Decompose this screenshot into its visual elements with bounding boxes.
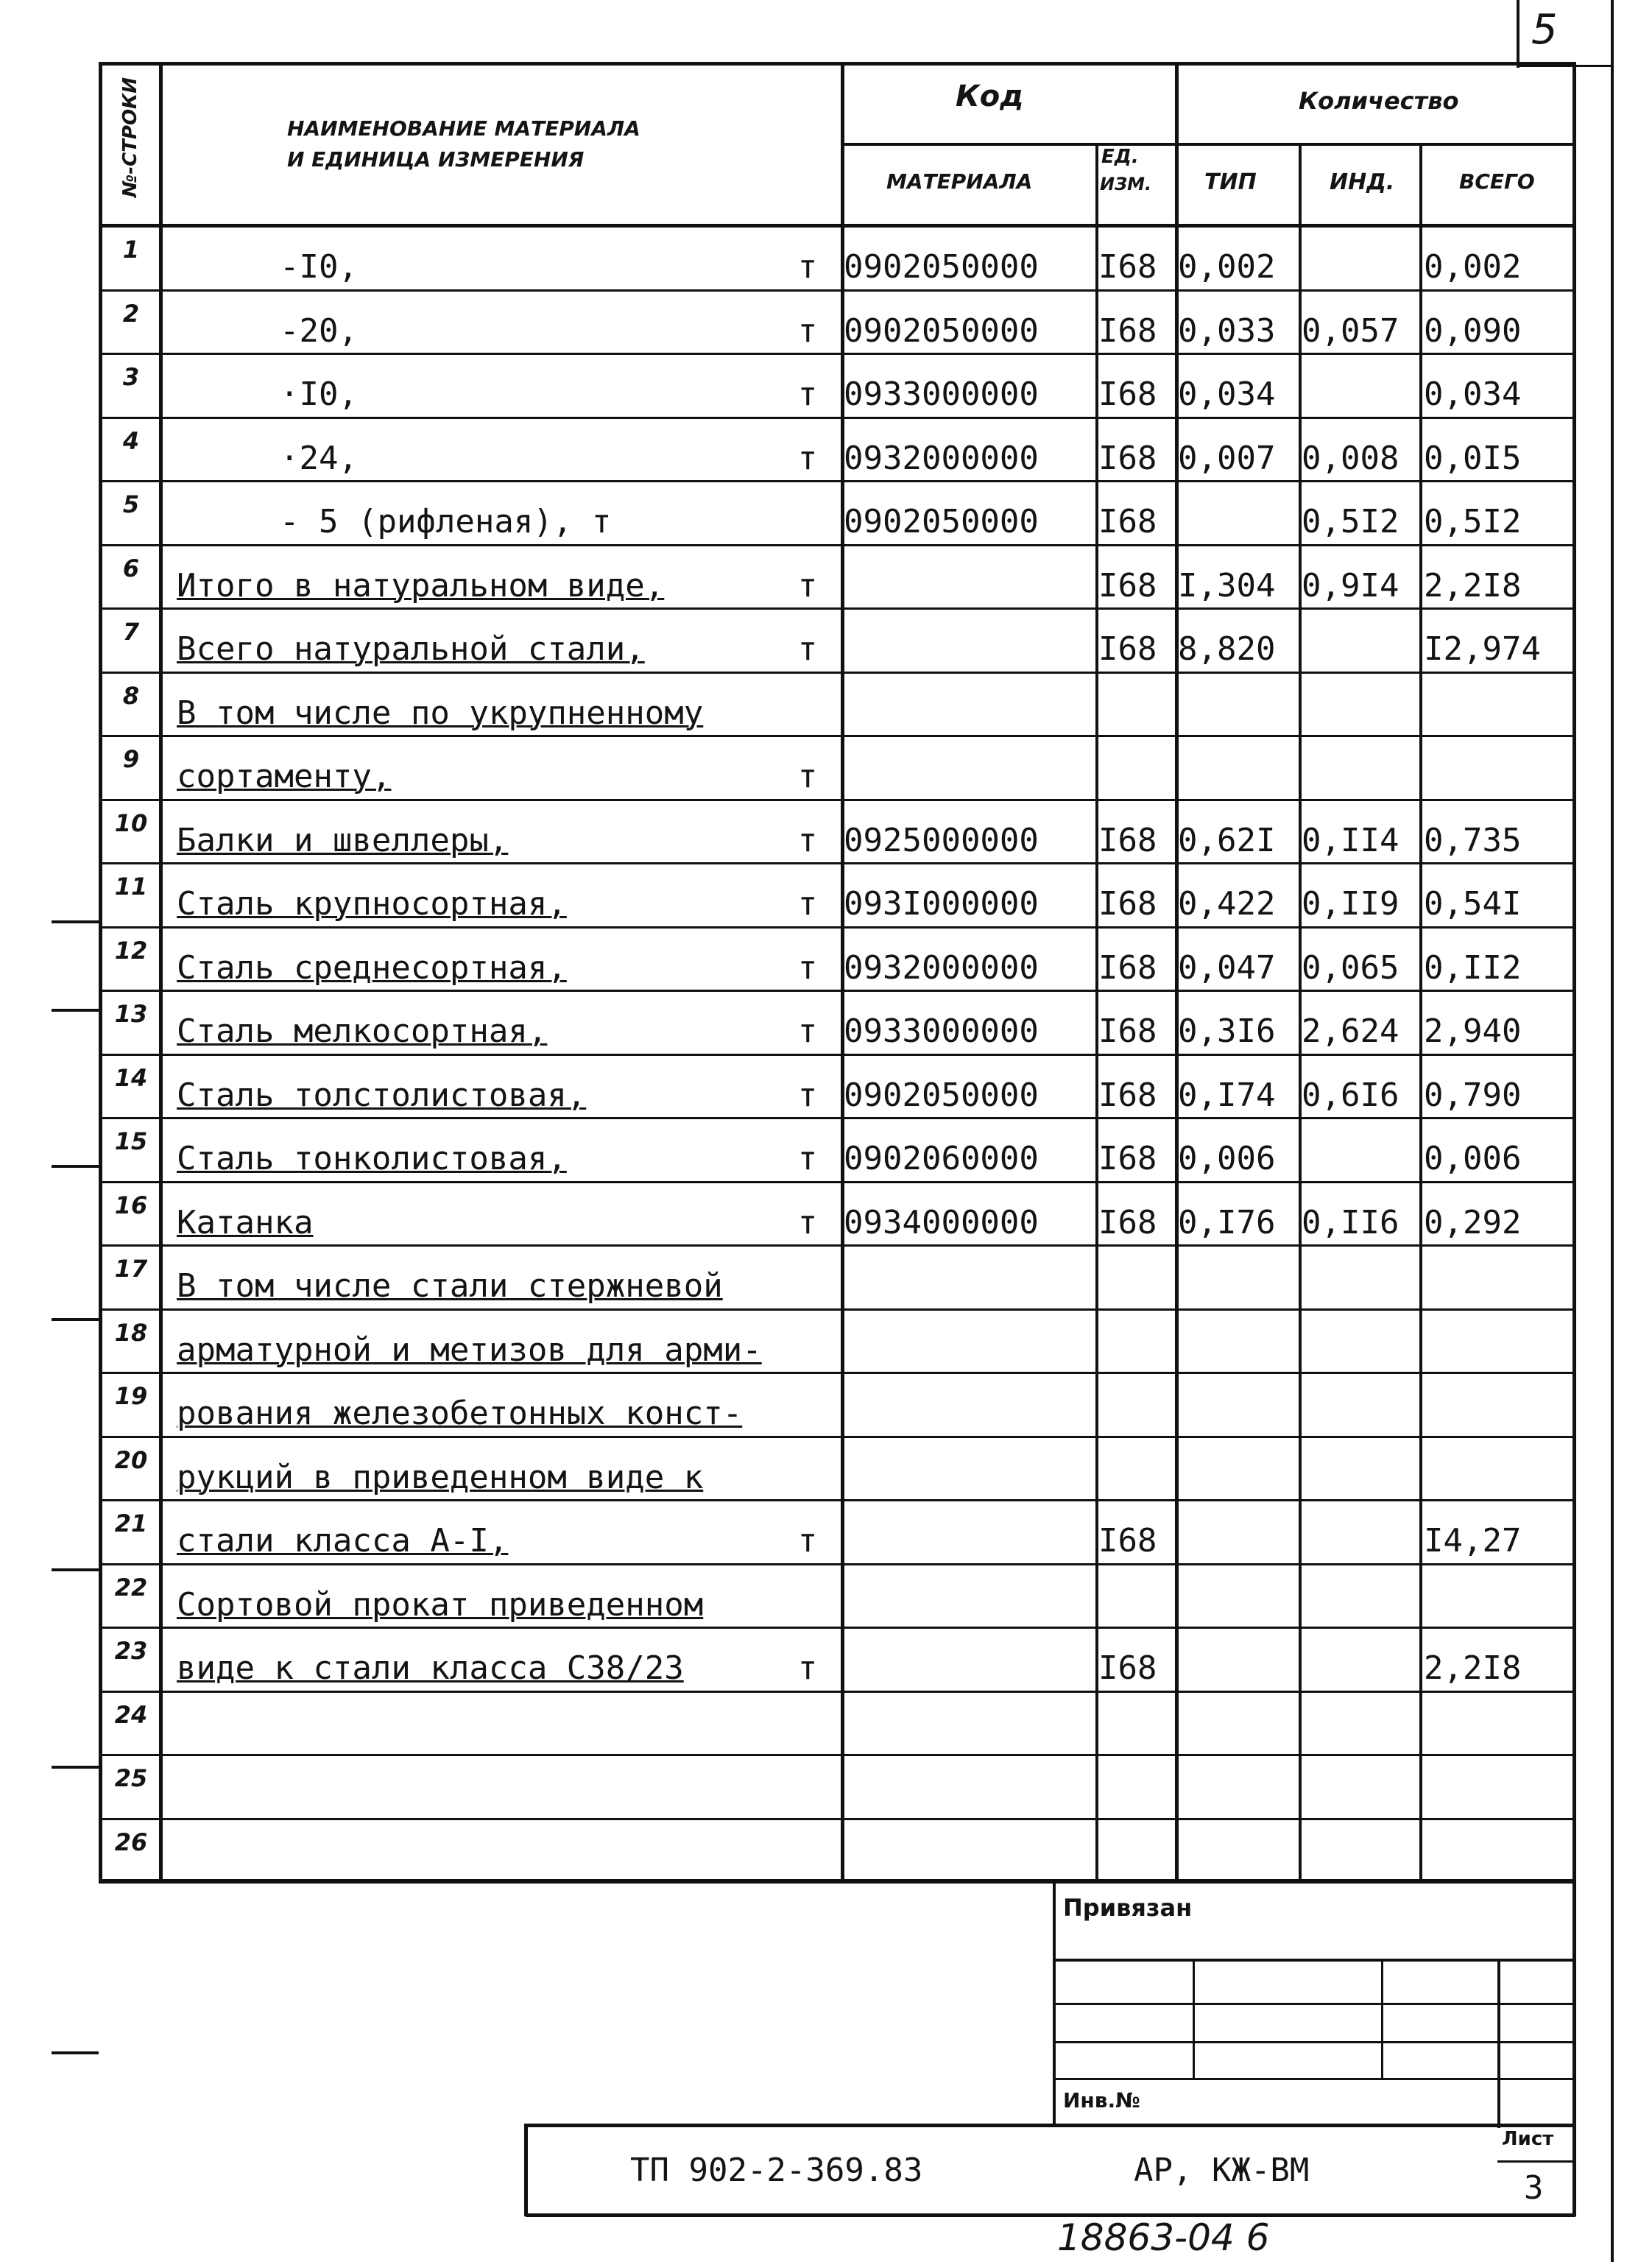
row-number: 13 xyxy=(114,1000,148,1028)
row-name: виде к стали класса С38/23 xyxy=(177,1649,684,1687)
row-qty-ind xyxy=(1302,676,1419,732)
row-material-code xyxy=(844,739,1097,795)
row-qty-type xyxy=(1178,1568,1297,1624)
row-name: В том числе стали стержневой xyxy=(177,1267,723,1305)
row-name: Сталь мелкосортная, xyxy=(177,1012,548,1050)
row-qty-ind xyxy=(1302,1121,1419,1177)
row-unit-code: I68 xyxy=(1098,948,1157,987)
row-number: 15 xyxy=(114,1127,148,1155)
row-qty-total xyxy=(1424,1695,1571,1751)
row-divider xyxy=(99,862,1575,864)
row-qty-ind xyxy=(1302,1440,1419,1496)
row-name: рукций в приведенном виде к xyxy=(177,1458,704,1496)
row-unit-code: I68 xyxy=(1098,1140,1157,1177)
doc-code: ТП 902-2-369.83 xyxy=(630,2152,923,2189)
row-divider xyxy=(99,1754,1575,1756)
handwritten-archive-number: 18863-04 6 xyxy=(1057,2216,1270,2259)
row-number: 11 xyxy=(114,873,148,901)
margin-tick xyxy=(52,920,99,923)
stamp-line xyxy=(1497,1959,1500,2128)
row-qty-ind xyxy=(1302,1631,1419,1687)
table-top-border xyxy=(99,62,1575,66)
row-name xyxy=(177,1758,817,1814)
row-unit: т xyxy=(797,885,818,923)
row-qty-total: 2,2I8 xyxy=(1424,566,1522,605)
row-number: 10 xyxy=(114,808,148,837)
total-header: ВСЕГО xyxy=(1459,169,1535,194)
margin-tick xyxy=(52,2051,99,2054)
row-number: 6 xyxy=(122,554,140,582)
row-name: Катанка xyxy=(177,1203,314,1241)
row-number: 1 xyxy=(122,236,140,264)
row-unit-code xyxy=(1098,1376,1172,1432)
row-name: Балки и швеллеры, xyxy=(177,821,509,859)
row-number: 18 xyxy=(114,1318,148,1347)
row-divider xyxy=(99,1244,1575,1247)
table-bottom-border xyxy=(844,1879,1574,1882)
row-qty-type xyxy=(1178,1822,1297,1878)
row-number: 22 xyxy=(114,1573,148,1602)
row-material-code xyxy=(844,1695,1097,1751)
row-name: ·I0, xyxy=(280,376,358,413)
row-qty-total: 0,790 xyxy=(1424,1076,1522,1114)
table-bottom-border xyxy=(99,1879,844,1883)
row-number: 3 xyxy=(122,363,140,391)
row-divider xyxy=(99,1436,1575,1438)
row-unit-code xyxy=(1098,739,1172,795)
row-qty-ind xyxy=(1302,1376,1419,1432)
row-qty-ind: 0,II6 xyxy=(1302,1203,1399,1241)
row-unit-code: I68 xyxy=(1098,1076,1157,1114)
row-material-code xyxy=(844,1504,1097,1560)
row-qty-total: 0,735 xyxy=(1424,821,1522,859)
row-unit xyxy=(795,1695,820,1751)
row-qty-total xyxy=(1424,1313,1571,1369)
row-qty-type: I,304 xyxy=(1178,566,1276,605)
row-qty-ind: 0,II4 xyxy=(1302,821,1399,859)
row-unit: т xyxy=(797,1522,818,1560)
row-qty-type xyxy=(1178,1440,1297,1496)
row-qty-ind: 0,9I4 xyxy=(1302,566,1399,605)
row-name: Сортовой прокат приведенном xyxy=(177,1585,704,1624)
row-material-code xyxy=(844,549,1097,605)
row-name: Сталь крупносортная, xyxy=(177,885,567,923)
row-unit: т xyxy=(797,311,818,350)
row-divider xyxy=(99,544,1575,546)
row-unit-code: I68 xyxy=(1098,1203,1157,1241)
margin-tick xyxy=(52,1165,99,1168)
row-divider xyxy=(99,289,1575,292)
row-number: 19 xyxy=(114,1382,148,1410)
row-qty-total: 0,034 xyxy=(1424,376,1522,413)
row-unit: т xyxy=(797,630,818,668)
row-number: 17 xyxy=(114,1255,148,1283)
row-qty-ind: 0,5I2 xyxy=(1302,503,1399,540)
row-qty-type xyxy=(1178,739,1297,795)
sheet-number: 3 xyxy=(1524,2169,1544,2207)
row-qty-total: 0,5I2 xyxy=(1424,503,1522,540)
row-qty-type xyxy=(1178,1758,1297,1814)
type-header: ТИП xyxy=(1204,169,1257,195)
row-qty-total: 2,2I8 xyxy=(1424,1649,1522,1687)
row-number: 4 xyxy=(122,426,140,455)
row-unit-code: I68 xyxy=(1098,439,1157,477)
row-qty-total xyxy=(1424,676,1571,732)
stamp-line xyxy=(1381,1959,1383,2079)
row-number-header: №-СТРОКИ xyxy=(119,77,141,197)
row-qty-type: 0,047 xyxy=(1178,948,1276,987)
row-material-code xyxy=(844,1249,1097,1305)
row-unit-code xyxy=(1098,1249,1172,1305)
row-material-code xyxy=(844,1568,1097,1624)
col-line xyxy=(1419,143,1422,1881)
row-divider xyxy=(99,1627,1575,1629)
row-unit-code: I68 xyxy=(1098,503,1157,540)
row-unit xyxy=(795,1376,820,1432)
row-material-code: 0902050000 xyxy=(844,311,1039,350)
row-divider xyxy=(99,1117,1575,1119)
row-material-code: 0902060000 xyxy=(844,1140,1039,1177)
code-header: Код xyxy=(956,80,1024,113)
row-name: -I0, xyxy=(280,248,358,286)
row-name: ·24, xyxy=(280,439,358,477)
row-name: - 5 (рифленая), т xyxy=(280,503,612,540)
ind-header: ИНД. xyxy=(1330,169,1395,195)
row-qty-ind xyxy=(1302,357,1419,413)
row-number: 12 xyxy=(114,936,148,965)
row-material-code xyxy=(844,612,1097,668)
margin-tick xyxy=(52,1568,99,1571)
name-header-line2: И ЕДИНИЦА ИЗМЕРЕНИЯ xyxy=(287,147,585,172)
row-name: Сталь толстолистовая, xyxy=(177,1076,587,1114)
row-qty-ind: 0,6I6 xyxy=(1302,1076,1399,1114)
row-qty-type: 0,422 xyxy=(1178,885,1276,923)
row-material-code: 0902050000 xyxy=(844,1076,1039,1114)
row-number: 24 xyxy=(114,1700,148,1729)
row-unit: т xyxy=(797,948,818,987)
row-unit-code: I68 xyxy=(1098,1522,1157,1560)
row-divider xyxy=(99,417,1575,419)
row-material-code: 0902050000 xyxy=(844,248,1039,286)
row-unit xyxy=(795,1440,820,1496)
row-qty-type xyxy=(1178,1695,1297,1751)
row-unit-code: I68 xyxy=(1098,821,1157,859)
row-divider xyxy=(99,1054,1575,1056)
row-name: В том числе по укрупненному xyxy=(177,694,704,732)
row-qty-type xyxy=(1178,1631,1297,1687)
row-qty-total: 0,II2 xyxy=(1424,948,1522,987)
stamp-line xyxy=(1053,2078,1574,2080)
row-unit-code: I68 xyxy=(1098,311,1157,350)
row-divider xyxy=(99,480,1575,482)
row-qty-total: 2,940 xyxy=(1424,1012,1522,1050)
row-qty-total xyxy=(1424,1568,1571,1624)
row-divider xyxy=(99,1818,1575,1820)
row-unit-code xyxy=(1098,1568,1172,1624)
header-subrow-line xyxy=(844,143,1574,146)
row-divider xyxy=(99,1181,1575,1183)
row-qty-ind xyxy=(1302,230,1419,286)
row-qty-total xyxy=(1424,1440,1571,1496)
row-qty-type: 0,I74 xyxy=(1178,1076,1276,1114)
sheet-label: Лист xyxy=(1502,2128,1554,2150)
inv-label: Инв.№ xyxy=(1063,2088,1140,2113)
row-qty-type xyxy=(1178,1376,1297,1432)
row-material-code xyxy=(844,1313,1097,1369)
row-divider xyxy=(99,1563,1575,1565)
row-material-code xyxy=(844,1376,1097,1432)
row-qty-total xyxy=(1424,1249,1571,1305)
row-unit xyxy=(795,1568,820,1624)
row-number: 23 xyxy=(114,1637,148,1665)
stamp-bottom-border xyxy=(526,2213,1575,2217)
row-unit-code xyxy=(1098,1822,1172,1878)
row-qty-type: 0,002 xyxy=(1178,248,1276,286)
stamp-line xyxy=(1053,2041,1574,2043)
row-unit: т xyxy=(797,248,818,286)
bound-label: Привязан xyxy=(1063,1894,1193,1922)
row-name: -20, xyxy=(280,311,358,350)
row-material-code: 0902050000 xyxy=(844,503,1039,540)
row-unit-code xyxy=(1098,1440,1172,1496)
row-unit: т xyxy=(797,376,818,413)
section-code: АР, КЖ-ВМ xyxy=(1134,2152,1310,2189)
row-material-code xyxy=(844,1758,1097,1814)
page-number: 5 xyxy=(1531,6,1558,54)
row-qty-total: 0,292 xyxy=(1424,1203,1522,1241)
row-unit-code xyxy=(1098,676,1172,732)
margin-tick xyxy=(52,1009,99,1012)
row-qty-total xyxy=(1424,1376,1571,1432)
row-material-code: 0932000000 xyxy=(844,439,1039,477)
row-divider xyxy=(99,1499,1575,1501)
row-qty-type: 0,006 xyxy=(1178,1140,1276,1177)
row-qty-total: 0,54I xyxy=(1424,885,1522,923)
row-material-code xyxy=(844,1822,1097,1878)
material-header: МАТЕРИАЛА xyxy=(886,169,1033,194)
row-qty-ind xyxy=(1302,739,1419,795)
row-number: 14 xyxy=(114,1063,148,1092)
row-material-code: 0933000000 xyxy=(844,1012,1039,1050)
row-qty-ind xyxy=(1302,1313,1419,1369)
row-unit-code xyxy=(1098,1695,1172,1751)
table-left-border xyxy=(99,62,102,1881)
stamp-line xyxy=(1053,1959,1574,1962)
row-unit: т xyxy=(797,439,818,477)
row-material-code: 0934000000 xyxy=(844,1203,1039,1241)
stamp-line xyxy=(1497,2160,1574,2163)
row-number: 5 xyxy=(122,490,140,518)
row-number: 8 xyxy=(122,681,140,710)
row-unit xyxy=(795,485,820,540)
row-material-code: 093I000000 xyxy=(844,885,1039,923)
row-material-code xyxy=(844,1631,1097,1687)
row-unit-code: I68 xyxy=(1098,1649,1157,1687)
row-unit xyxy=(795,1249,820,1305)
row-material-code xyxy=(844,1440,1097,1496)
row-qty-total: 0,002 xyxy=(1424,248,1522,286)
unit-header-line1: ЕД. xyxy=(1101,146,1139,168)
row-qty-ind xyxy=(1302,1695,1419,1751)
row-unit-code xyxy=(1098,1758,1172,1814)
row-qty-ind: 0,065 xyxy=(1302,948,1399,987)
row-qty-ind: 0,057 xyxy=(1302,311,1399,350)
row-divider xyxy=(99,990,1575,992)
row-qty-total: I2,974 xyxy=(1424,630,1541,668)
row-qty-ind xyxy=(1302,1249,1419,1305)
row-material-code: 0932000000 xyxy=(844,948,1039,987)
row-qty-type: 0,034 xyxy=(1178,376,1276,413)
row-unit-code: I68 xyxy=(1098,566,1157,605)
row-qty-type: 0,3I6 xyxy=(1178,1012,1276,1050)
row-unit-code: I68 xyxy=(1098,630,1157,668)
row-name: Сталь среднесортная, xyxy=(177,948,567,987)
quantity-header: Количество xyxy=(1299,87,1459,115)
row-unit: т xyxy=(797,1649,818,1687)
row-qty-type: 0,62I xyxy=(1178,821,1276,859)
stamp-line xyxy=(1053,2003,1574,2005)
name-header-line1: НАИМЕНОВАНИЕ МАТЕРИАЛА xyxy=(287,116,640,141)
row-unit xyxy=(795,1313,820,1369)
row-material-code: 0933000000 xyxy=(844,376,1039,413)
page-number-divider xyxy=(1517,0,1519,68)
row-divider xyxy=(99,607,1575,610)
row-name: сортаменту, xyxy=(177,758,392,795)
row-name xyxy=(177,1822,817,1878)
col-line xyxy=(159,62,163,1881)
right-border-line xyxy=(1611,0,1614,2262)
row-name: арматурной и метизов для арми- xyxy=(177,1331,762,1369)
row-number: 16 xyxy=(114,1191,148,1219)
row-qty-ind: 0,008 xyxy=(1302,439,1399,477)
stamp-line xyxy=(1193,1959,1195,2079)
row-qty-type xyxy=(1178,676,1297,732)
row-unit: т xyxy=(797,1012,818,1050)
row-material-code: 0925000000 xyxy=(844,821,1039,859)
row-qty-total: I4,27 xyxy=(1424,1522,1522,1560)
row-qty-type xyxy=(1178,1504,1297,1560)
row-unit: т xyxy=(797,821,818,859)
row-qty-total: 0,0I5 xyxy=(1424,439,1522,477)
row-divider xyxy=(99,926,1575,929)
row-unit: т xyxy=(797,1203,818,1241)
row-qty-total: 0,090 xyxy=(1424,311,1522,350)
row-qty-type: 8,820 xyxy=(1178,630,1276,668)
row-name xyxy=(177,1695,817,1751)
row-unit xyxy=(795,1758,820,1814)
row-unit: т xyxy=(797,1140,818,1177)
margin-tick xyxy=(52,1318,99,1321)
row-name: рования железобетонных конст- xyxy=(177,1395,743,1432)
row-qty-total xyxy=(1424,739,1571,795)
row-number: 9 xyxy=(122,745,140,773)
row-divider xyxy=(99,1691,1575,1693)
margin-tick xyxy=(52,1766,99,1769)
row-qty-type: 0,033 xyxy=(1178,311,1276,350)
row-unit-code xyxy=(1098,1313,1172,1369)
row-qty-type xyxy=(1178,1249,1297,1305)
row-qty-type xyxy=(1178,485,1297,540)
unit-header-line2: ИЗМ. xyxy=(1100,174,1152,194)
row-unit: т xyxy=(797,758,818,795)
row-name: стали класса А-I, xyxy=(177,1522,509,1560)
row-number: 21 xyxy=(114,1509,148,1537)
table-right-border xyxy=(1572,62,1576,2216)
row-qty-ind xyxy=(1302,1504,1419,1560)
row-divider xyxy=(99,672,1575,674)
row-name: Всего натуральной стали, xyxy=(177,630,645,668)
row-number: 2 xyxy=(122,299,140,328)
row-number: 20 xyxy=(114,1445,148,1474)
row-number: 26 xyxy=(114,1828,148,1856)
row-material-code xyxy=(844,676,1097,732)
row-qty-ind xyxy=(1302,1568,1419,1624)
row-qty-type: 0,007 xyxy=(1178,439,1276,477)
row-unit-code: I68 xyxy=(1098,1012,1157,1050)
row-name: Сталь тонколистовая, xyxy=(177,1140,567,1177)
row-number: 7 xyxy=(122,618,140,646)
row-qty-ind: 0,II9 xyxy=(1302,885,1399,923)
row-qty-type xyxy=(1178,1313,1297,1369)
row-divider xyxy=(99,353,1575,355)
row-unit-code: I68 xyxy=(1098,376,1157,413)
stamp-line xyxy=(526,2124,1574,2127)
header-bottom-border xyxy=(99,224,1575,228)
row-unit xyxy=(795,676,820,732)
row-qty-ind xyxy=(1302,1758,1419,1814)
stamp-line xyxy=(524,2124,528,2216)
row-unit: т xyxy=(797,1076,818,1114)
row-qty-ind xyxy=(1302,1822,1419,1878)
row-unit-code: I68 xyxy=(1098,248,1157,286)
row-divider xyxy=(99,735,1575,737)
row-qty-ind: 2,624 xyxy=(1302,1012,1399,1050)
row-qty-type: 0,I76 xyxy=(1178,1203,1276,1241)
row-unit xyxy=(795,1822,820,1878)
row-qty-ind xyxy=(1302,612,1419,668)
row-divider xyxy=(99,1308,1575,1311)
row-divider xyxy=(99,1372,1575,1374)
row-qty-total xyxy=(1424,1758,1571,1814)
row-qty-total: 0,006 xyxy=(1424,1140,1522,1177)
row-name: Итого в натуральном виде, xyxy=(177,566,665,605)
row-divider xyxy=(99,799,1575,801)
row-unit: т xyxy=(797,566,818,605)
row-number: 25 xyxy=(114,1764,148,1792)
row-unit-code: I68 xyxy=(1098,885,1157,923)
row-qty-total xyxy=(1424,1822,1571,1878)
